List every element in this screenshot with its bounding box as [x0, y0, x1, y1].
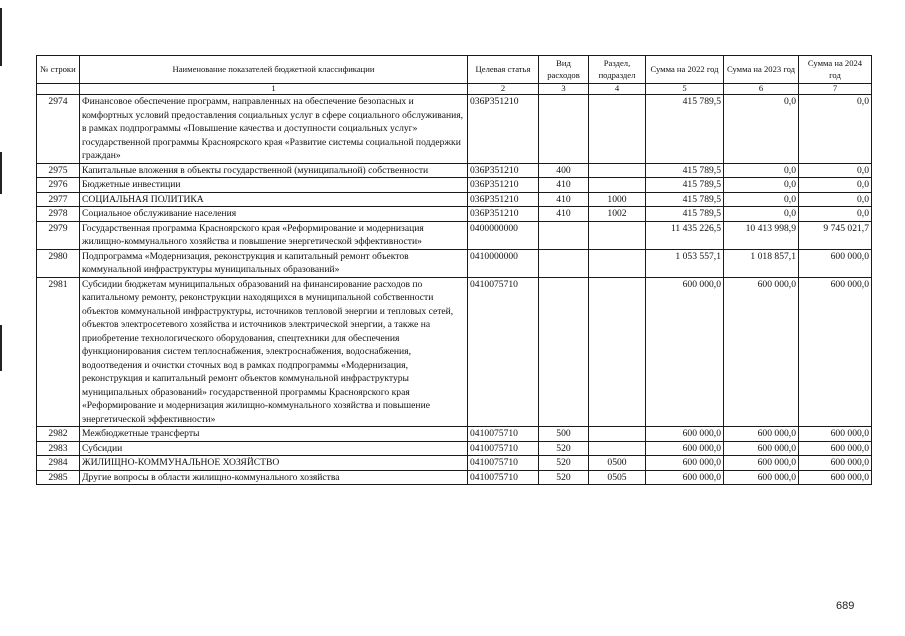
section-cell: 1002	[589, 207, 646, 222]
target-code-cell: 036P351210	[468, 163, 539, 178]
header-row	[37, 56, 872, 84]
amount-2023-cell: 0,0	[724, 163, 799, 178]
target-code-cell: 036P351210	[468, 178, 539, 193]
table-row	[37, 441, 872, 456]
budget-table	[36, 55, 872, 485]
amount-2024-cell: 600 000,0	[799, 456, 872, 471]
target-code-cell: 0400000000	[468, 221, 539, 249]
row-number-cell: 2977	[37, 192, 80, 207]
column-number-row	[37, 84, 872, 95]
name-cell: Капитальные вложения в объекты государственной (муниципальной) собственности	[80, 163, 468, 178]
amount-2024-cell: 0,0	[799, 163, 872, 178]
amount-2024-cell: 600 000,0	[799, 249, 872, 277]
target-code-cell: 0410075710	[468, 427, 539, 442]
amount-2022-cell: 1 053 557,1	[646, 249, 724, 277]
name-cell: Подпрограмма «Модернизация, реконструкция и капитальный ремонт объектов коммунальной инфраструктуры муниципальных образований»	[80, 249, 468, 277]
scan-edge-mark	[0, 152, 2, 194]
expense-kind-cell	[539, 221, 589, 249]
target-code-cell: 036P351210	[468, 207, 539, 222]
amount-2024-cell: 600 000,0	[799, 427, 872, 442]
expense-kind-cell	[539, 249, 589, 277]
amount-2023-cell: 600 000,0	[724, 277, 799, 427]
amount-2022-cell: 600 000,0	[646, 277, 724, 427]
amount-2023-cell: 0,0	[724, 95, 799, 164]
expense-kind-cell: 410	[539, 207, 589, 222]
name-cell: Социальное обслуживание населения	[80, 207, 468, 222]
amount-2023-cell: 600 000,0	[724, 470, 799, 485]
column-number: 7	[799, 84, 872, 95]
section-cell	[589, 95, 646, 164]
expense-kind-cell: 520	[539, 441, 589, 456]
column-number: 5	[646, 84, 724, 95]
amount-2024-cell: 600 000,0	[799, 470, 872, 485]
amount-2022-cell: 600 000,0	[646, 456, 724, 471]
expense-kind-cell: 500	[539, 427, 589, 442]
amount-2022-cell: 600 000,0	[646, 441, 724, 456]
target-code-cell: 0410075710	[468, 470, 539, 485]
name-cell: СОЦИАЛЬНАЯ ПОЛИТИКА	[80, 192, 468, 207]
section-cell	[589, 277, 646, 427]
section-cell: 0505	[589, 470, 646, 485]
expense-kind-cell	[539, 277, 589, 427]
name-cell: Финансовое обеспечение программ, направленных на обеспечение безопасных и комфортных условий предоставления социальных услуг в сфере социального обслуживания, в рамках подпрограммы «Повышение качества и доступности социальных услуг» государственной программы Красноярского края «Развитие системы социальной поддержки граждан»	[80, 95, 468, 164]
col-header-2022: Сумма на 2022 год	[646, 56, 724, 84]
amount-2024-cell: 0,0	[799, 178, 872, 193]
amount-2024-cell: 0,0	[799, 192, 872, 207]
amount-2023-cell: 0,0	[724, 178, 799, 193]
name-cell: Бюджетные инвестиции	[80, 178, 468, 193]
amount-2022-cell: 415 789,5	[646, 163, 724, 178]
amount-2024-cell: 0,0	[799, 207, 872, 222]
expense-kind-cell: 410	[539, 192, 589, 207]
column-number: 2	[468, 84, 539, 95]
row-number-cell: 2978	[37, 207, 80, 222]
expense-kind-cell	[539, 95, 589, 164]
amount-2023-cell: 10 413 998,9	[724, 221, 799, 249]
amount-2023-cell: 600 000,0	[724, 441, 799, 456]
table-row	[37, 249, 872, 277]
table-row	[37, 221, 872, 249]
name-cell: Субсидии бюджетам муниципальных образований на финансирование расходов по капитальному ремонту, реконструкции находящихся в муниципальной собственности объектов коммунальной инфраструктуры, источников тепловой энергии и тепловых сетей, объектов электросетевого хозяйства и источников электрической энергии, а также на приобретение технологического оборудования, спецтехники для обеспечения функционирования систем теплоснабжения, электроснабжения, водоснабжения, водоотведения и очистки сточных вод в рамках подпрограммы «Модернизация, реконструкция и капитальный ремонт объектов коммунальной инфраструктуры муниципальных образований» государственной программы Красноярского края «Реформирование и модернизация жилищно-коммунального хозяйства и повышение энергетической эффективности»	[80, 277, 468, 427]
table-row	[37, 95, 872, 164]
expense-kind-cell: 400	[539, 163, 589, 178]
target-code-cell: 0410075710	[468, 441, 539, 456]
row-number-cell: 2984	[37, 456, 80, 471]
row-number-cell: 2974	[37, 95, 80, 164]
name-cell: Субсидии	[80, 441, 468, 456]
amount-2023-cell: 1 018 857,1	[724, 249, 799, 277]
expense-kind-cell: 520	[539, 470, 589, 485]
target-code-cell: 0410075710	[468, 456, 539, 471]
table-row	[37, 178, 872, 193]
column-number: 4	[589, 84, 646, 95]
col-header-2024: Сумма на 2024 год	[799, 56, 872, 84]
amount-2024-cell: 600 000,0	[799, 277, 872, 427]
table-row	[37, 163, 872, 178]
section-cell	[589, 427, 646, 442]
amount-2022-cell: 600 000,0	[646, 427, 724, 442]
expense-kind-cell: 410	[539, 178, 589, 193]
page-number: 689	[836, 600, 855, 612]
table-row	[37, 427, 872, 442]
target-code-cell: 0410075710	[468, 277, 539, 427]
amount-2022-cell: 415 789,5	[646, 95, 724, 164]
section-cell	[589, 249, 646, 277]
scan-edge-mark	[0, 325, 2, 371]
amount-2023-cell: 600 000,0	[724, 427, 799, 442]
column-number: 1	[80, 84, 468, 95]
table-row	[37, 192, 872, 207]
amount-2022-cell: 415 789,5	[646, 207, 724, 222]
table-body	[37, 95, 872, 485]
row-number-cell: 2980	[37, 249, 80, 277]
amount-2023-cell: 600 000,0	[724, 456, 799, 471]
section-cell: 0500	[589, 456, 646, 471]
table-row	[37, 470, 872, 485]
row-number-cell: 2981	[37, 277, 80, 427]
row-number-cell: 2975	[37, 163, 80, 178]
column-number: 6	[724, 84, 799, 95]
section-cell	[589, 441, 646, 456]
target-code-cell: 036P351210	[468, 95, 539, 164]
name-cell: Другие вопросы в области жилищно-коммунального хозяйства	[80, 470, 468, 485]
row-number-cell: 2985	[37, 470, 80, 485]
col-header-section: Раздел, подраздел	[589, 56, 646, 84]
amount-2022-cell: 600 000,0	[646, 470, 724, 485]
column-number	[37, 84, 80, 95]
row-number-cell: 2979	[37, 221, 80, 249]
amount-2023-cell: 0,0	[724, 192, 799, 207]
target-code-cell: 036P351210	[468, 192, 539, 207]
amount-2024-cell: 9 745 021,7	[799, 221, 872, 249]
amount-2024-cell: 0,0	[799, 95, 872, 164]
table-row	[37, 456, 872, 471]
column-number: 3	[539, 84, 589, 95]
expense-kind-cell: 520	[539, 456, 589, 471]
name-cell: ЖИЛИЩНО-КОММУНАЛЬНОЕ ХОЗЯЙСТВО	[80, 456, 468, 471]
amount-2023-cell: 0,0	[724, 207, 799, 222]
row-number-cell: 2976	[37, 178, 80, 193]
section-cell: 1000	[589, 192, 646, 207]
row-number-cell: 2983	[37, 441, 80, 456]
col-header-row-number: № строки	[37, 56, 80, 84]
amount-2022-cell: 415 789,5	[646, 178, 724, 193]
col-header-name: Наименование показателей бюджетной классификации	[80, 56, 468, 84]
target-code-cell: 0410000000	[468, 249, 539, 277]
scan-edge-mark	[0, 8, 2, 66]
section-cell	[589, 163, 646, 178]
col-header-2023: Сумма на 2023 год	[724, 56, 799, 84]
amount-2024-cell: 600 000,0	[799, 441, 872, 456]
row-number-cell: 2982	[37, 427, 80, 442]
name-cell: Межбюджетные трансферты	[80, 427, 468, 442]
col-header-target: Целевая статья	[468, 56, 539, 84]
col-header-expense-kind: Вид расходов	[539, 56, 589, 84]
section-cell	[589, 178, 646, 193]
section-cell	[589, 221, 646, 249]
name-cell: Государственная программа Красноярского края «Реформирование и модернизация жилищно-коммунального хозяйства и повышение энергетической эффективности»	[80, 221, 468, 249]
table-row	[37, 207, 872, 222]
amount-2022-cell: 415 789,5	[646, 192, 724, 207]
table-row	[37, 277, 872, 427]
amount-2022-cell: 11 435 226,5	[646, 221, 724, 249]
